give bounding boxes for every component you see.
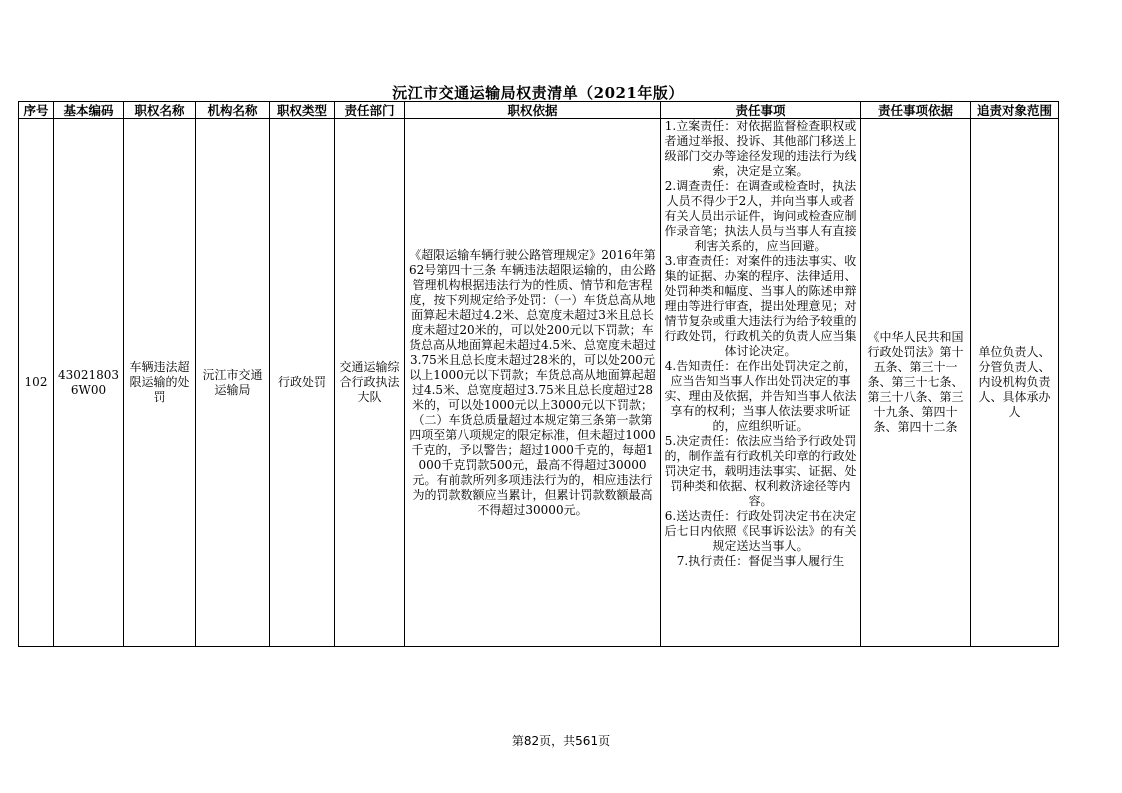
duty-item: 3.审查责任：对案件的违法事实、收集的证据、办案的程序、法律适用、处罚种类和幅度、当事人的陈述申辩理由等进行审查，提出处理意见；对情节复杂或重大违法行为给予较重的行政处罚，行政机关的负责人应当集体讨论决定。 (664, 254, 857, 358)
duty-item: 6.送达责任：行政处罚决定书在决定后七日内依照《民事诉讼法》的有关规定送达当事人。 (664, 509, 857, 553)
page-title: 沅江市交通运输局权责清单（2021年版） (392, 84, 684, 102)
duty-item: 5.决定责任：依法应当给予行政处罚的，制作盖有行政机关印章的行政处罚决定书，载明违法事实、证据、处罚种类和依据、权利救济途径等内容。 (664, 434, 857, 508)
header-duties: 责任事项 (661, 102, 861, 119)
cell-code: 430218036W00 (54, 119, 124, 647)
table-row (19, 119, 1059, 647)
header-code: 基本编码 (54, 102, 124, 119)
header-power-name: 职权名称 (124, 102, 196, 119)
page-footer: 第82页，共561页 (511, 734, 611, 748)
cell-power-type: 行政处罚 (270, 119, 335, 647)
cell-basis: 《超限运输车辆行驶公路管理规定》2016年第62号第四十三条 车辆违法超限运输的，由公路管理机构根据违法行为的性质、情节和危害程度，按下列规定给予处罚：（一）车货总高从地面算起未超过4.2米、总宽度未超过3米且总长度未超过20米的，可以处200元以下罚款；车货总高从地面算起未超过4.5米、总宽度未超过3.75米且总长度未超过28米的，可以处200元以上1000元以下罚款；车货总高从地面算起超过4.5米、总宽度超过3.75米且总长度超过28米的，可以处1000元以上3000元以下罚款；（二）车货总质量超过本规定第三条第一款第四项至第八项规定的限定标准，但未超过1000千克的，予以警告；超过1000千克的，每超1000千克罚款500元，最高不得超过30000元。有前款所列多项违法行为的，相应违法行为的罚款数额应当累计，但累计罚款数额最高不得超过30000元。 (405, 119, 661, 647)
header-basis: 职权依据 (405, 102, 661, 119)
duty-item: 1.立案责任：对依据监督检查职权或者通过举报、投诉、其他部门移送上级部门交办等途径发现的违法行为线索，决定是立案。 (664, 119, 857, 178)
cell-index: 102 (19, 119, 54, 647)
cell-accountability: 单位负责人、分管负责人、内设机构负责人、具体承办人 (971, 119, 1059, 647)
cell-department: 交通运输综合行政执法大队 (335, 119, 405, 647)
header-index: 序号 (19, 102, 54, 119)
header-duty-basis: 责任事项依据 (861, 102, 971, 119)
responsibility-table (18, 101, 1059, 647)
cell-duties (661, 119, 861, 647)
cell-power-name: 车辆违法超限运输的处罚 (124, 119, 196, 647)
duty-item: 4.告知责任：在作出处罚决定之前，应当告知当事人作出处罚决定的事实、理由及依据，并告知当事人依法享有的权利；当事人依法要求听证的，应组织听证。 (664, 359, 857, 433)
cell-agency: 沅江市交通运输局 (196, 119, 270, 647)
duty-item: 2.调查责任：在调查或检查时，执法人员不得少于2人，并向当事人或者有关人员出示证件，询问或检查应制作录音笔；执法人员与当事人有直接利害关系的，应当回避。 (664, 179, 857, 253)
header-department: 责任部门 (335, 102, 405, 119)
duty-item: 7.执行责任：督促当事人履行生 (676, 554, 845, 568)
header-agency: 机构名称 (196, 102, 270, 119)
table-header-row (19, 102, 1059, 119)
header-accountability: 追责对象范围 (971, 102, 1059, 119)
header-power-type: 职权类型 (270, 102, 335, 119)
cell-duty-basis: 《中华人民共和国行政处罚法》第十五条、第三十一条、第三十七条、第三十八条、第三十九条、第四十条、第四十二条 (861, 119, 971, 647)
